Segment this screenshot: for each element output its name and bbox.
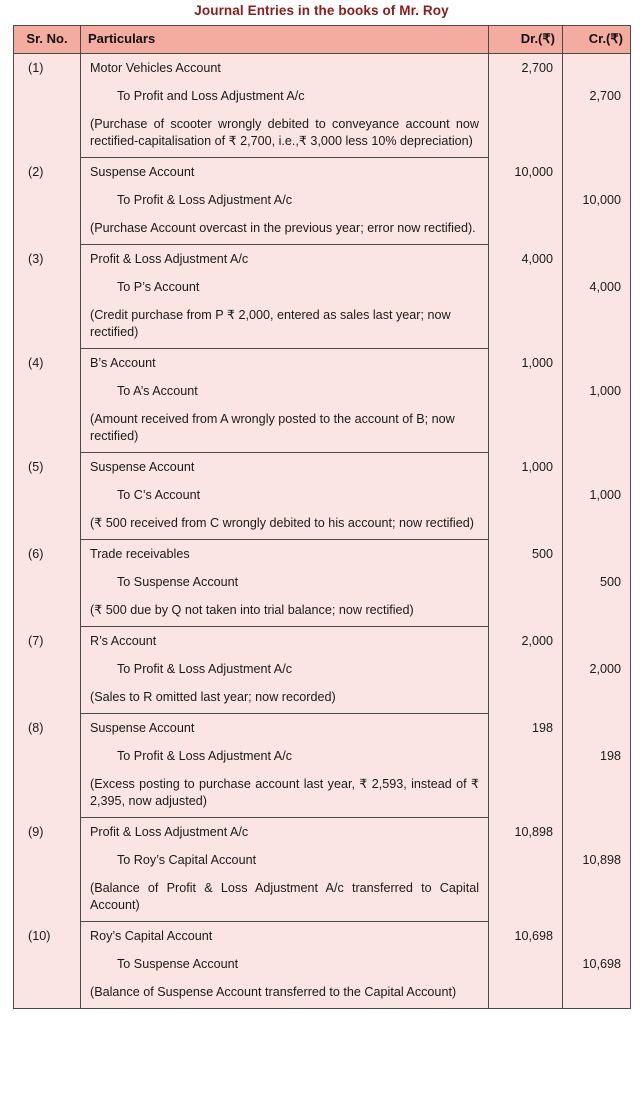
cell-credit-amount [563,245,631,349]
cell-credit-amount [563,54,631,158]
cell-debit-amount [489,922,563,1009]
cell-particulars [81,158,489,245]
column-header-credit: Cr.(₹) [563,26,631,54]
table-row [14,54,631,158]
cell-sr-no: (10) [14,922,81,1009]
cell-debit-amount [489,453,563,540]
cell-particulars [81,540,489,627]
cell-credit-amount [563,158,631,245]
table-row [14,922,631,1009]
credit-account-line: To C’s Account [117,488,201,502]
cell-particulars [81,922,489,1009]
debit-account-line: R’s Account [90,634,157,648]
table-row [14,714,631,818]
cell-particulars [81,245,489,349]
cell-credit-amount [563,627,631,714]
narration-text: (Purchase of scooter wrongly debited to conveyance account now rectified-capitalisation of ₹ 2,700, i.e.,₹ 3,000 less 10% depreciation) [90,117,479,148]
cell-debit-amount [489,818,563,922]
table-body [14,54,631,1009]
cell-sr-no: (1) [14,54,81,158]
table-row [14,627,631,714]
debit-account-line: Suspense Account [90,460,195,474]
debit-amount: 500 [531,546,553,561]
cell-debit-amount [489,158,563,245]
debit-amount: 10,000 [514,164,553,179]
cell-debit-amount [489,627,563,714]
debit-amount: 1,000 [521,355,553,370]
page-title: Journal Entries in the books of Mr. Roy [194,3,449,18]
table-row [14,453,631,540]
cell-credit-amount [563,453,631,540]
narration-text: (Credit purchase from P ₹ 2,000, entered as sales last year; now rectified) [90,308,451,339]
column-header-debit: Dr.(₹) [489,26,563,54]
table-row [14,349,631,453]
debit-account-line: Trade receivables [90,547,190,561]
narration-text: (₹ 500 received from C wrongly debited to his account; now rectified) [90,516,474,530]
cell-credit-amount [563,818,631,922]
credit-account-line: To Profit & Loss Adjustment A/c [117,749,292,763]
credit-account-line: To Roy’s Capital Account [117,853,257,867]
credit-account-line: To Suspense Account [117,575,239,589]
credit-amount: 2,700 [589,89,621,103]
cell-debit-amount [489,714,563,818]
cell-particulars [81,453,489,540]
narration-text: (Excess posting to purchase account last year, ₹ 2,593, instead of ₹ 2,395, now adjusted) [90,777,479,808]
cell-particulars [81,714,489,818]
narration-text: (Purchase Account overcast in the previous year; error now rectified). [90,221,476,235]
debit-amount: 10,898 [514,824,553,839]
cell-particulars [81,818,489,922]
credit-amount: 1,000 [589,487,621,502]
cell-credit-amount [563,922,631,1009]
cell-sr-no: (4) [14,349,81,453]
cell-sr-no: (8) [14,714,81,818]
table-row [14,818,631,922]
credit-account-line: To Profit & Loss Adjustment A/c [117,193,292,207]
credit-amount: 2,000 [589,661,621,676]
debit-account-line: Roy’s Capital Account [90,929,213,943]
cell-sr-no: (9) [14,818,81,922]
cell-credit-amount [563,714,631,818]
credit-amount: 10,000 [582,192,621,207]
debit-amount: 4,000 [521,251,553,266]
credit-amount: 10,698 [582,956,621,971]
cell-debit-amount [489,54,563,158]
narration-text: (Balance of Profit & Loss Adjustment A/c transferred to Capital Account) [90,881,479,912]
cell-particulars [81,627,489,714]
cell-debit-amount [489,349,563,453]
journal-entries-table [13,25,631,1009]
cell-sr-no: (3) [14,245,81,349]
cell-debit-amount [489,245,563,349]
debit-account-line: B’s Account [90,356,156,370]
debit-amount: 1,000 [521,459,553,474]
narration-text: (Sales to R omitted last year; now recorded) [90,690,336,704]
cell-sr-no: (6) [14,540,81,627]
credit-amount: 198 [599,748,621,763]
cell-sr-no: (5) [14,453,81,540]
cell-particulars [81,54,489,158]
table-row [14,540,631,627]
column-header-particulars: Particulars [81,26,489,54]
header-row [14,26,631,54]
debit-account-line: Motor Vehicles Account [90,61,221,75]
narration-text: (Balance of Suspense Account transferred to the Capital Account) [90,985,457,999]
table-header [14,26,631,54]
credit-account-line: To Profit & Loss Adjustment A/c [117,662,292,676]
credit-account-line: To Profit and Loss Adjustment A/c [117,89,305,103]
cell-debit-amount [489,540,563,627]
table-row [14,245,631,349]
debit-account-line: Profit & Loss Adjustment A/c [90,825,249,839]
debit-amount: 2,000 [521,633,553,648]
credit-account-line: To Suspense Account [117,957,239,971]
cell-particulars [81,349,489,453]
credit-amount: 10,898 [582,852,621,867]
credit-amount: 500 [599,574,621,589]
cell-credit-amount [563,540,631,627]
debit-amount: 198 [531,720,553,735]
debit-account-line: Suspense Account [90,165,195,179]
journal-table-wrapper [13,25,630,1009]
narration-text: (Amount received from A wrongly posted to the account of B; now rectified) [90,412,455,443]
debit-account-line: Profit & Loss Adjustment A/c [90,252,249,266]
cell-sr-no: (7) [14,627,81,714]
credit-amount: 1,000 [589,383,621,398]
credit-amount: 4,000 [589,279,621,294]
debit-account-line: Suspense Account [90,721,195,735]
table-row [14,158,631,245]
debit-amount: 2,700 [521,61,553,75]
narration-text: (₹ 500 due by Q not taken into trial balance; now rectified) [90,603,414,617]
column-header-sr-no: Sr. No. [14,26,81,54]
cell-sr-no: (2) [14,158,81,245]
cell-credit-amount [563,349,631,453]
credit-account-line: To P’s Account [117,280,200,294]
credit-account-line: To A’s Account [117,384,198,398]
debit-amount: 10,698 [514,928,553,943]
